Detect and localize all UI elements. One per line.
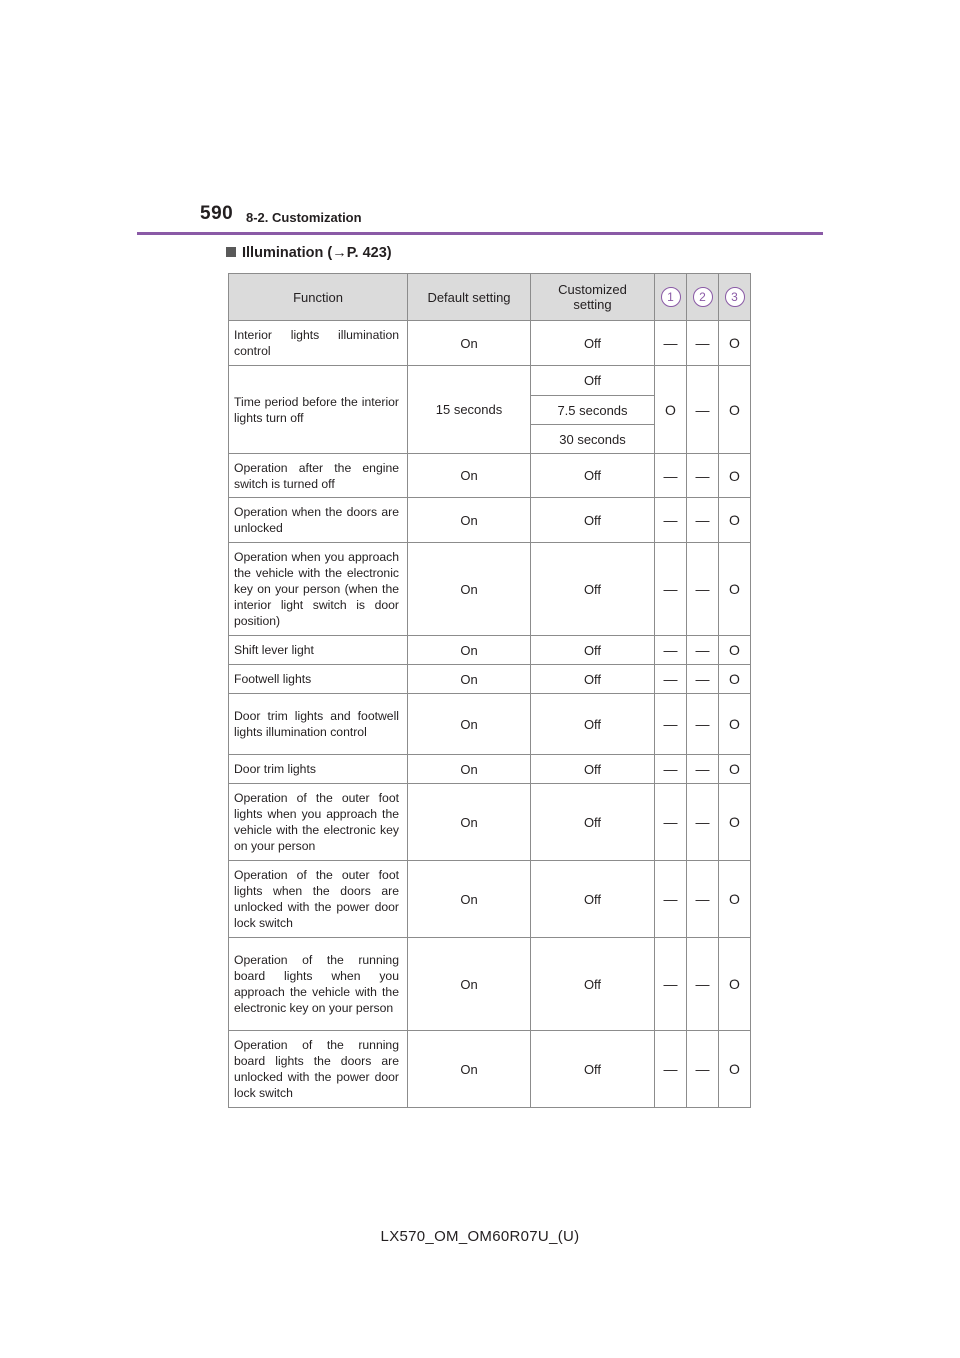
mark-cell-1: — <box>655 321 687 366</box>
table-row <box>229 938 751 1031</box>
function-cell: Shift lever light <box>229 636 408 665</box>
function-cell: Time period before the interior lights turn off <box>229 366 408 454</box>
table-row <box>229 321 751 366</box>
number-2-icon: 2 <box>693 287 713 307</box>
table-row <box>229 755 751 784</box>
function-cell: Operation when the doors are unlocked <box>229 498 408 543</box>
col-header-2 <box>687 274 719 321</box>
function-cell: Operation when you approach the vehicle with the electronic key on your person (when the interior light switch is door position) <box>229 543 408 636</box>
mark-cell-3: O <box>719 694 751 755</box>
mark-cell-2: — <box>687 498 719 543</box>
mark-cell-1: — <box>655 755 687 784</box>
default-cell: On <box>408 938 531 1031</box>
mark-cell-2: — <box>687 784 719 861</box>
mark-cell-2: — <box>687 694 719 755</box>
mark-cell-3: O <box>719 938 751 1031</box>
mark-cell-1: — <box>655 498 687 543</box>
custom-cell: Off <box>531 938 655 1031</box>
mark-cell-1: — <box>655 1031 687 1108</box>
page-number: 590 <box>200 203 234 224</box>
default-cell: On <box>408 694 531 755</box>
mark-cell-2: — <box>687 543 719 636</box>
mark-cell-3: O <box>719 321 751 366</box>
col-header-default: Default setting <box>408 274 531 321</box>
custom-cell: 30 seconds <box>531 425 655 454</box>
mark-cell-3: O <box>719 498 751 543</box>
function-cell: Operation after the engine switch is turned off <box>229 454 408 498</box>
mark-cell-1: — <box>655 784 687 861</box>
function-cell: Operation of the outer foot lights when you approach the vehicle with the electronic key on your person <box>229 784 408 861</box>
custom-cell: 7.5 seconds <box>531 396 655 425</box>
mark-cell-3: O <box>719 636 751 665</box>
mark-cell-3: O <box>719 543 751 636</box>
mark-cell-1: — <box>655 938 687 1031</box>
function-cell: Interior lights illumination control <box>229 321 408 366</box>
number-3-icon: 3 <box>725 287 745 307</box>
table-row <box>229 665 751 694</box>
custom-cell: Off <box>531 543 655 636</box>
mark-cell-2: — <box>687 636 719 665</box>
col-header-customized: Customized setting <box>531 274 655 321</box>
document-footer-code: LX570_OM_OM60R07U_(U) <box>380 1228 580 1245</box>
mark-cell-2: — <box>687 1031 719 1108</box>
table-row <box>229 636 751 665</box>
bullet-square-icon <box>226 247 236 257</box>
custom-cell: Off <box>531 694 655 755</box>
col-header-1 <box>655 274 687 321</box>
default-cell: On <box>408 636 531 665</box>
mark-cell-1: — <box>655 636 687 665</box>
custom-cell: Off <box>531 366 655 396</box>
custom-cell: Off <box>531 454 655 498</box>
mark-cell-3: O <box>719 861 751 938</box>
number-1-icon: 1 <box>661 287 681 307</box>
table-header-row <box>229 274 751 321</box>
mark-cell-3: O <box>719 755 751 784</box>
function-cell: Operation of the running board lights the doors are unlocked with the power door lock switch <box>229 1031 408 1108</box>
subsection-title: Illumination (→P. 423) <box>242 245 392 261</box>
table-row <box>229 454 751 498</box>
mark-cell-2: — <box>687 366 719 454</box>
mark-cell-1: — <box>655 694 687 755</box>
table-row <box>229 784 751 861</box>
custom-cell: Off <box>531 636 655 665</box>
mark-cell-2: — <box>687 938 719 1031</box>
mark-cell-1: O <box>655 366 687 454</box>
mark-cell-2: — <box>687 755 719 784</box>
table-row <box>229 498 751 543</box>
default-cell: On <box>408 498 531 543</box>
custom-cell: Off <box>531 861 655 938</box>
mark-cell-1: — <box>655 665 687 694</box>
mark-cell-3: O <box>719 665 751 694</box>
custom-cell: Off <box>531 784 655 861</box>
mark-cell-2: — <box>687 321 719 366</box>
mark-cell-3: O <box>719 454 751 498</box>
mark-cell-1: — <box>655 454 687 498</box>
mark-cell-3: O <box>719 1031 751 1108</box>
function-cell: Door trim lights and footwell lights illumination control <box>229 694 408 755</box>
custom-cell: Off <box>531 665 655 694</box>
table-row <box>229 861 751 938</box>
table-row <box>229 694 751 755</box>
default-cell: On <box>408 755 531 784</box>
default-cell: On <box>408 321 531 366</box>
custom-cell: Off <box>531 498 655 543</box>
function-cell: Door trim lights <box>229 755 408 784</box>
custom-cell: Off <box>531 1031 655 1108</box>
table-row <box>229 1031 751 1108</box>
function-cell: Footwell lights <box>229 665 408 694</box>
mark-cell-2: — <box>687 454 719 498</box>
mark-cell-1: — <box>655 861 687 938</box>
mark-cell-3: O <box>719 784 751 861</box>
table-row <box>229 543 751 636</box>
table-row <box>229 366 751 396</box>
header-rule <box>137 232 823 235</box>
col-header-3 <box>719 274 751 321</box>
custom-cell: Off <box>531 321 655 366</box>
default-cell: On <box>408 454 531 498</box>
settings-table <box>228 273 751 1108</box>
subsection-heading <box>226 245 392 261</box>
mark-cell-2: — <box>687 665 719 694</box>
default-cell: On <box>408 1031 531 1108</box>
function-cell: Operation of the running board lights when you approach the vehicle with the electronic key on your person <box>229 938 408 1031</box>
default-cell: 15 seconds <box>408 366 531 454</box>
default-cell: On <box>408 784 531 861</box>
mark-cell-3: O <box>719 366 751 454</box>
col-header-function: Function <box>229 274 408 321</box>
default-cell: On <box>408 665 531 694</box>
mark-cell-2: — <box>687 861 719 938</box>
default-cell: On <box>408 861 531 938</box>
function-cell: Operation of the outer foot lights when the doors are unlocked with the power door lock switch <box>229 861 408 938</box>
default-cell: On <box>408 543 531 636</box>
section-title: 8-2. Customization <box>246 210 362 225</box>
custom-cell: Off <box>531 755 655 784</box>
mark-cell-1: — <box>655 543 687 636</box>
